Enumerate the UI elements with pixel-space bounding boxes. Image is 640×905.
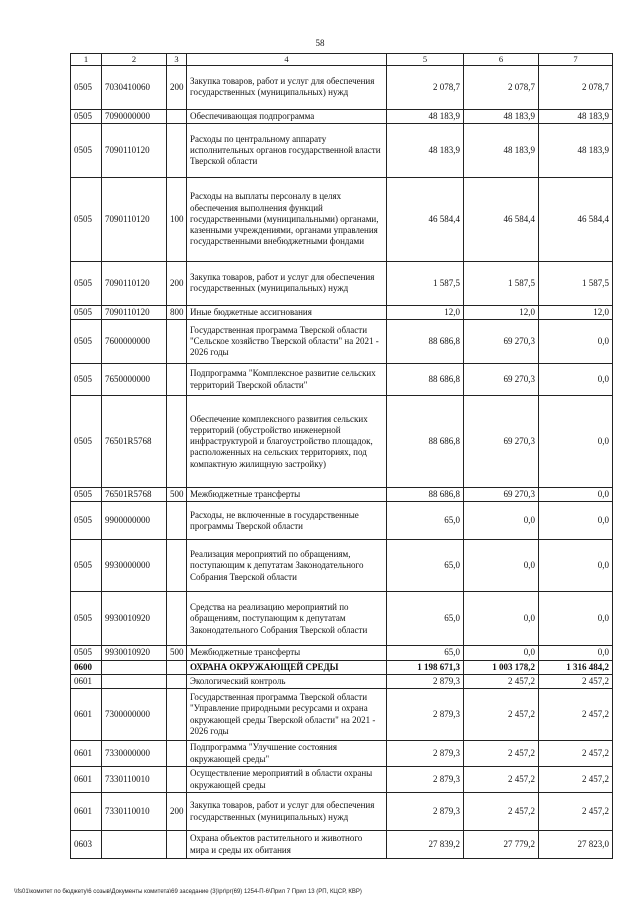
section-code-cell: 0601 bbox=[71, 741, 102, 767]
column-header: 5 bbox=[387, 54, 464, 66]
target-item-code-cell: 7330000000 bbox=[102, 741, 167, 767]
table-row bbox=[71, 65, 613, 109]
item-name-cell: ОХРАНА ОКРУЖАЮЩЕЙ СРЕДЫ bbox=[187, 660, 387, 674]
section-code-cell: 0603 bbox=[71, 831, 102, 859]
target-item-code-cell: 7330110010 bbox=[102, 793, 167, 831]
amount-2026-cell: 0,0 bbox=[539, 592, 613, 646]
expense-type-code-cell bbox=[167, 109, 187, 123]
section-code-cell: 0505 bbox=[71, 502, 102, 540]
item-name-cell: Государственная программа Тверской области "Управление природными ресурсами и охрана окружающей среды Тверской области" на 2021 - 2026 годы bbox=[187, 689, 387, 741]
target-item-code-cell: 76501R5768 bbox=[102, 396, 167, 488]
target-item-code-cell: 7650000000 bbox=[102, 364, 167, 396]
target-item-code-cell: 7090110120 bbox=[102, 177, 167, 261]
expense-type-code-cell bbox=[167, 364, 187, 396]
amount-2026-cell: 0,0 bbox=[539, 502, 613, 540]
table-row bbox=[71, 109, 613, 123]
section-code-cell: 0505 bbox=[71, 123, 102, 177]
expense-type-code-cell: 100 bbox=[167, 177, 187, 261]
table-row bbox=[71, 261, 613, 305]
amount-2025-cell: 0,0 bbox=[464, 592, 539, 646]
target-item-code-cell: 7600000000 bbox=[102, 320, 167, 364]
item-name-cell: Иные бюджетные ассигнования bbox=[187, 305, 387, 319]
column-header: 6 bbox=[464, 54, 539, 66]
amount-2026-cell: 1 587,5 bbox=[539, 261, 613, 305]
table-row bbox=[71, 177, 613, 261]
item-name-cell: Закупка товаров, работ и услуг для обеспечения государственных (муниципальных) нужд bbox=[187, 793, 387, 831]
target-item-code-cell: 7090000000 bbox=[102, 109, 167, 123]
section-code-cell: 0505 bbox=[71, 488, 102, 502]
amount-2026-cell: 2 457,2 bbox=[539, 793, 613, 831]
expense-type-code-cell bbox=[167, 767, 187, 793]
item-name-cell: Подпрограмма "Улучшение состояния окружающей среды" bbox=[187, 741, 387, 767]
section-code-cell: 0505 bbox=[71, 261, 102, 305]
column-header: 4 bbox=[187, 54, 387, 66]
amount-2024-cell: 65,0 bbox=[387, 592, 464, 646]
amount-2024-cell: 48 183,9 bbox=[387, 109, 464, 123]
column-header: 1 bbox=[71, 54, 102, 66]
section-code-cell: 0600 bbox=[71, 660, 102, 674]
amount-2026-cell: 2 457,2 bbox=[539, 767, 613, 793]
amount-2026-cell: 48 183,9 bbox=[539, 123, 613, 177]
item-name-cell: Реализация мероприятий по обращениям, поступающим к депутатам Законодательного Собрания Тверской области bbox=[187, 540, 387, 592]
section-code-cell: 0505 bbox=[71, 540, 102, 592]
amount-2025-cell: 46 584,4 bbox=[464, 177, 539, 261]
section-code-cell: 0601 bbox=[71, 674, 102, 688]
item-name-cell: Закупка товаров, работ и услуг для обеспечения государственных (муниципальных) нужд bbox=[187, 65, 387, 109]
target-item-code-cell bbox=[102, 831, 167, 859]
table-row bbox=[71, 320, 613, 364]
amount-2025-cell: 0,0 bbox=[464, 646, 539, 660]
amount-2024-cell: 65,0 bbox=[387, 502, 464, 540]
item-name-cell: Осуществление мероприятий в области охраны окружающей среды bbox=[187, 767, 387, 793]
expense-type-code-cell: 800 bbox=[167, 305, 187, 319]
table-row bbox=[71, 674, 613, 688]
amount-2025-cell: 12,0 bbox=[464, 305, 539, 319]
amount-2026-cell: 12,0 bbox=[539, 305, 613, 319]
column-header: 3 bbox=[167, 54, 187, 66]
section-code-cell: 0505 bbox=[71, 396, 102, 488]
amount-2024-cell: 2 879,3 bbox=[387, 674, 464, 688]
expense-type-code-cell: 500 bbox=[167, 646, 187, 660]
expense-type-code-cell bbox=[167, 502, 187, 540]
amount-2026-cell: 2 457,2 bbox=[539, 674, 613, 688]
expense-type-code-cell bbox=[167, 320, 187, 364]
amount-2026-cell: 0,0 bbox=[539, 646, 613, 660]
amount-2026-cell: 0,0 bbox=[539, 320, 613, 364]
expense-type-code-cell bbox=[167, 123, 187, 177]
amount-2026-cell: 0,0 bbox=[539, 540, 613, 592]
amount-2026-cell: 48 183,9 bbox=[539, 109, 613, 123]
column-header: 2 bbox=[102, 54, 167, 66]
page-number: 58 bbox=[315, 38, 325, 48]
amount-2025-cell: 2 457,2 bbox=[464, 741, 539, 767]
amount-2024-cell: 88 686,8 bbox=[387, 320, 464, 364]
target-item-code-cell: 7330110010 bbox=[102, 767, 167, 793]
amount-2025-cell: 69 270,3 bbox=[464, 320, 539, 364]
expense-type-code-cell bbox=[167, 741, 187, 767]
amount-2026-cell: 46 584,4 bbox=[539, 177, 613, 261]
amount-2024-cell: 88 686,8 bbox=[387, 364, 464, 396]
amount-2026-cell: 2 457,2 bbox=[539, 689, 613, 741]
amount-2025-cell: 2 457,2 bbox=[464, 767, 539, 793]
table-row bbox=[71, 793, 613, 831]
item-name-cell: Обеспечивающая подпрограмма bbox=[187, 109, 387, 123]
amount-2024-cell: 27 839,2 bbox=[387, 831, 464, 859]
expense-type-code-cell bbox=[167, 660, 187, 674]
amount-2025-cell: 2 457,2 bbox=[464, 689, 539, 741]
target-item-code-cell: 7090110120 bbox=[102, 305, 167, 319]
amount-2026-cell: 27 823,0 bbox=[539, 831, 613, 859]
amount-2026-cell: 2 457,2 bbox=[539, 741, 613, 767]
item-name-cell: Закупка товаров, работ и услуг для обеспечения государственных (муниципальных) нужд bbox=[187, 261, 387, 305]
target-item-code-cell: 9930010920 bbox=[102, 646, 167, 660]
expense-type-code-cell: 200 bbox=[167, 65, 187, 109]
amount-2024-cell: 88 686,8 bbox=[387, 488, 464, 502]
amount-2025-cell: 2 457,2 bbox=[464, 793, 539, 831]
amount-2024-cell: 1 587,5 bbox=[387, 261, 464, 305]
expense-type-code-cell bbox=[167, 831, 187, 859]
expense-type-code-cell: 200 bbox=[167, 793, 187, 831]
target-item-code-cell bbox=[102, 660, 167, 674]
item-name-cell: Охрана объектов растительного и животного мира и среды их обитания bbox=[187, 831, 387, 859]
table-row bbox=[71, 646, 613, 660]
amount-2024-cell: 1 198 671,3 bbox=[387, 660, 464, 674]
budget-table bbox=[70, 53, 613, 859]
expense-type-code-cell: 200 bbox=[167, 261, 187, 305]
item-name-cell: Межбюджетные трансферты bbox=[187, 488, 387, 502]
expense-type-code-cell bbox=[167, 674, 187, 688]
amount-2024-cell: 2 879,3 bbox=[387, 689, 464, 741]
section-code-cell: 0505 bbox=[71, 177, 102, 261]
section-code-cell: 0505 bbox=[71, 320, 102, 364]
item-name-cell: Расходы, не включенные в государственные программы Тверской области bbox=[187, 502, 387, 540]
table-header bbox=[71, 54, 613, 66]
table-row bbox=[71, 502, 613, 540]
amount-2025-cell: 1 587,5 bbox=[464, 261, 539, 305]
expense-type-code-cell: 500 bbox=[167, 488, 187, 502]
amount-2025-cell: 1 003 178,2 bbox=[464, 660, 539, 674]
section-code-cell: 0601 bbox=[71, 793, 102, 831]
amount-2024-cell: 65,0 bbox=[387, 540, 464, 592]
target-item-code-cell: 9930010920 bbox=[102, 592, 167, 646]
table-body bbox=[71, 65, 613, 859]
item-name-cell: Расходы по центральному аппарату исполнительных органов государственной власти Тверской области bbox=[187, 123, 387, 177]
target-item-code-cell: 7090110120 bbox=[102, 261, 167, 305]
amount-2025-cell: 27 779,2 bbox=[464, 831, 539, 859]
target-item-code-cell: 7090110120 bbox=[102, 123, 167, 177]
expense-type-code-cell bbox=[167, 396, 187, 488]
target-item-code-cell: 9900000000 bbox=[102, 502, 167, 540]
item-name-cell: Средства на реализацию мероприятий по обращениям, поступающим к депутатам Законодательного Собрания Тверской области bbox=[187, 592, 387, 646]
amount-2025-cell: 69 270,3 bbox=[464, 364, 539, 396]
amount-2024-cell: 46 584,4 bbox=[387, 177, 464, 261]
amount-2025-cell: 0,0 bbox=[464, 540, 539, 592]
table-row bbox=[71, 767, 613, 793]
amount-2026-cell: 0,0 bbox=[539, 364, 613, 396]
item-name-cell: Государственная программа Тверской области "Сельское хозяйство Тверской области" на 2021 - 2026 годы bbox=[187, 320, 387, 364]
item-name-cell: Подпрограмма "Комплексное развитие сельских территорий Тверской области" bbox=[187, 364, 387, 396]
target-item-code-cell: 9930000000 bbox=[102, 540, 167, 592]
target-item-code-cell bbox=[102, 674, 167, 688]
expense-type-code-cell bbox=[167, 540, 187, 592]
table-row bbox=[71, 540, 613, 592]
table-row bbox=[71, 488, 613, 502]
section-code-cell: 0505 bbox=[71, 305, 102, 319]
amount-2025-cell: 2 078,7 bbox=[464, 65, 539, 109]
amount-2024-cell: 65,0 bbox=[387, 646, 464, 660]
amount-2026-cell: 2 078,7 bbox=[539, 65, 613, 109]
target-item-code-cell: 76501R5768 bbox=[102, 488, 167, 502]
amount-2025-cell: 69 270,3 bbox=[464, 396, 539, 488]
item-name-cell: Обеспечение комплексного развития сельских территорий (обустройство инженерной инфраструктурой и благоустройство площадок, расположенных на сельских территориях, под компактную жилищную застройку) bbox=[187, 396, 387, 488]
section-code-cell: 0505 bbox=[71, 65, 102, 109]
column-header: 7 bbox=[539, 54, 613, 66]
expense-type-code-cell bbox=[167, 689, 187, 741]
amount-2024-cell: 2 078,7 bbox=[387, 65, 464, 109]
section-code-cell: 0505 bbox=[71, 592, 102, 646]
item-name-cell: Экологический контроль bbox=[187, 674, 387, 688]
table-row bbox=[71, 123, 613, 177]
target-item-code-cell: 7030410060 bbox=[102, 65, 167, 109]
table-row bbox=[71, 305, 613, 319]
table-row bbox=[71, 592, 613, 646]
amount-2025-cell: 0,0 bbox=[464, 502, 539, 540]
amount-2024-cell: 88 686,8 bbox=[387, 396, 464, 488]
amount-2026-cell: 0,0 bbox=[539, 488, 613, 502]
table-row bbox=[71, 660, 613, 674]
amount-2025-cell: 69 270,3 bbox=[464, 488, 539, 502]
item-name-cell: Расходы на выплаты персоналу в целях обеспечения выполнения функций государственными (муниципальными) органами, казенными учреждениями, органами управления государственными внебюджетными фондами bbox=[187, 177, 387, 261]
section-code-cell: 0601 bbox=[71, 767, 102, 793]
amount-2024-cell: 2 879,3 bbox=[387, 793, 464, 831]
table-row bbox=[71, 831, 613, 859]
amount-2024-cell: 2 879,3 bbox=[387, 741, 464, 767]
amount-2025-cell: 48 183,9 bbox=[464, 123, 539, 177]
amount-2025-cell: 48 183,9 bbox=[464, 109, 539, 123]
section-code-cell: 0601 bbox=[71, 689, 102, 741]
amount-2024-cell: 48 183,9 bbox=[387, 123, 464, 177]
amount-2026-cell: 1 316 484,2 bbox=[539, 660, 613, 674]
table-row bbox=[71, 689, 613, 741]
amount-2024-cell: 12,0 bbox=[387, 305, 464, 319]
section-code-cell: 0505 bbox=[71, 109, 102, 123]
amount-2024-cell: 2 879,3 bbox=[387, 767, 464, 793]
target-item-code-cell: 7300000000 bbox=[102, 689, 167, 741]
item-name-cell: Межбюджетные трансферты bbox=[187, 646, 387, 660]
amount-2026-cell: 0,0 bbox=[539, 396, 613, 488]
expense-type-code-cell bbox=[167, 592, 187, 646]
table-row bbox=[71, 741, 613, 767]
footer-file-path: \\fs01\комитет по бюджету\6 созыв\Документы комитета\69 заседание (3)\pr\pr(69) 1254-П-6\Прил 7 Прил 13 (РП, КЦСР, КВР) bbox=[14, 889, 362, 895]
amount-2025-cell: 2 457,2 bbox=[464, 674, 539, 688]
table-row bbox=[71, 396, 613, 488]
section-code-cell: 0505 bbox=[71, 646, 102, 660]
section-code-cell: 0505 bbox=[71, 364, 102, 396]
table-row bbox=[71, 364, 613, 396]
